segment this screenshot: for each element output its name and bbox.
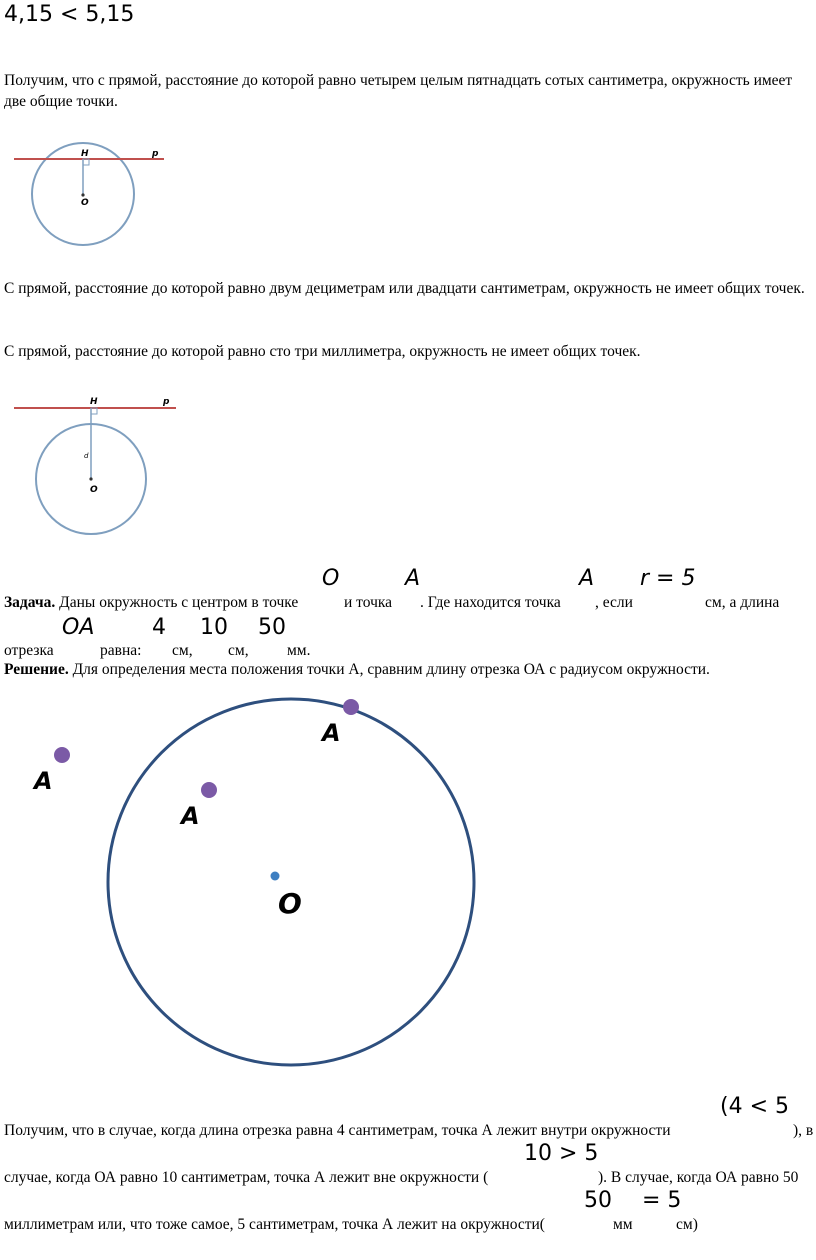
figure-2-label-H: H [90, 397, 98, 407]
task-line-1: Задача. Даны окружность с центром в точке [4, 594, 299, 611]
solution-label: Решение. [4, 661, 69, 678]
bottom-line-3c: см) [676, 1216, 698, 1233]
figure-2-label-O: O [90, 485, 98, 495]
paragraph-2: С прямой, расстояние до которой равно двум дециметрам или двадцати сантиметрам, окружность не имеет общих точек. [4, 280, 805, 297]
top-formula: 4,15 < 5,15 [4, 2, 135, 27]
task-text-cm2: см, [228, 642, 249, 659]
bottom-line-1: Получим, что в случае, когда длина отрезка равна 4 сантиметрам, точка А лежит внутри окружности [4, 1122, 671, 1139]
figure-3-circle [108, 699, 474, 1065]
bottom-math-2: 10 > 5 [524, 1141, 599, 1166]
figure-3-point-A-inside [201, 782, 217, 798]
figure-3-points-and-circle [20, 685, 520, 1085]
figure-1-label-H: H [81, 149, 89, 159]
figure-2-label-d: d [84, 452, 89, 460]
task-math-10: 10 [200, 615, 228, 640]
figure-3-label-A-on: A [322, 719, 341, 747]
figure-3-center-O [271, 872, 280, 881]
task-math-OA: OA [62, 615, 95, 640]
figure-1-center-point [81, 193, 84, 196]
figure-2-label-p: p [163, 397, 170, 407]
task-label: Задача. [4, 594, 56, 611]
bottom-line-3a: миллиметрам или, что тоже самое, 5 сантиметрам, точка А лежит на окружности( [4, 1216, 545, 1233]
figure-3-label-O: O [278, 887, 302, 920]
task-text-if: , если [595, 594, 633, 611]
figure-2-center-point [89, 477, 92, 480]
task-math-radius: r = 5 [640, 566, 696, 591]
figure-2-circle-line [14, 392, 194, 542]
bottom-math-3a: 50 [584, 1188, 612, 1213]
task-math-A1: A [405, 566, 421, 591]
figure-1-label-p: p [152, 149, 159, 159]
task-text-cm1: см, [172, 642, 193, 659]
paragraph-1: Получим, что с прямой, расстояние до которой равно четырем целым пятнадцать сотых сантиметра, окружность имеет две общие точки. [4, 72, 793, 110]
task-text-mm: мм. [287, 642, 311, 659]
solution-line: Решение. Для определения места положения точки А, сравним длину отрезка ОА с радиусом окружности. [4, 661, 710, 678]
figure-3-point-A-on-circle [343, 699, 359, 715]
figure-3-label-A-outside: A [34, 767, 53, 795]
task-math-50: 50 [258, 615, 286, 640]
bottom-line-2a: случае, когда ОА равно 10 сантиметрам, точка А лежит вне окружности ( [4, 1169, 489, 1186]
task-math-4: 4 [152, 615, 166, 640]
task-math-O: O [322, 566, 340, 591]
bottom-math-1: (4 < 5 [720, 1094, 789, 1119]
task-math-A2: A [579, 566, 595, 591]
task-text-segment: отрезка [4, 642, 54, 659]
figure-1-label-O: O [81, 198, 89, 208]
task-text-cm-length: см, а длина [705, 594, 780, 611]
task-text-where: . Где находится точка [420, 594, 561, 611]
bottom-line-1-end: ), в [793, 1122, 814, 1139]
task-text-and-point: и точка [344, 594, 393, 611]
figure-1-circle-secant [14, 140, 194, 250]
figure-3-label-A-inside: A [181, 802, 200, 830]
bottom-line-2b: ). В случае, когда ОА равно 50 [598, 1169, 799, 1186]
task-text-equals: равна: [100, 642, 142, 659]
paragraph-3: С прямой, расстояние до которой равно сто три миллиметра, окружность не имеет общих точек. [4, 343, 641, 360]
figure-3-point-A-outside [54, 747, 70, 763]
bottom-line-3b: мм [613, 1216, 633, 1233]
bottom-math-3b: = 5 [642, 1188, 682, 1213]
